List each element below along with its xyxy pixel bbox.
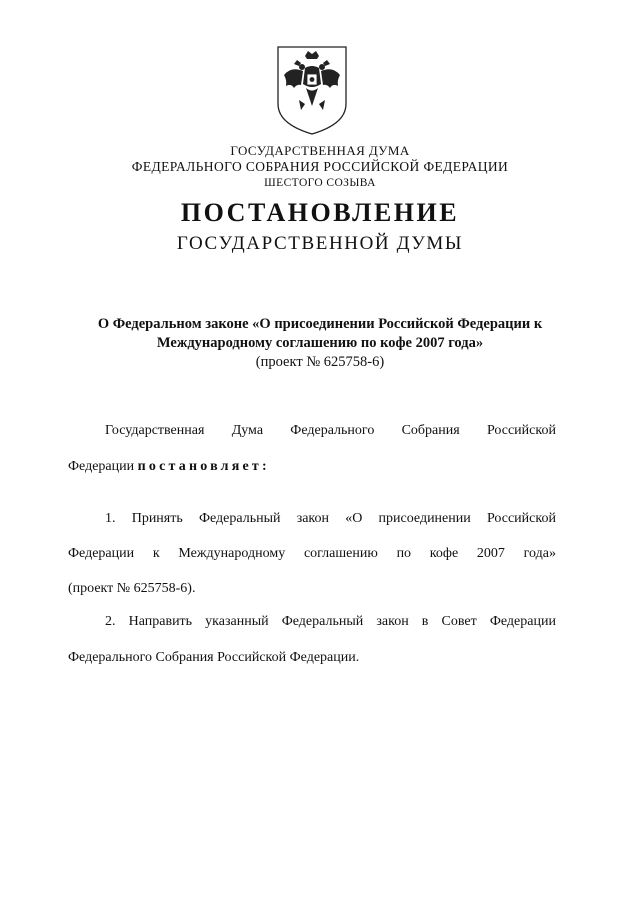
intro-word: Собрания [401,423,460,438]
item-1-word: к [152,546,160,561]
item-2-word: Федеральный [281,614,364,629]
item-1-word: Федерации [68,546,135,561]
intro-word: Государственная [105,423,205,438]
item-1-word: по [396,546,412,561]
item-1-word: Международному [178,546,286,561]
decree-verb: постановляет: [137,459,270,474]
item-1-word: соглашению [303,546,378,561]
item-1-line-1 [105,510,556,528]
item-2-word: Федерации [489,614,556,629]
item-2-word: Направить [128,614,193,629]
item-1-word: 1. [105,511,116,526]
intro-word: Федерального [290,423,375,438]
item-1-line-2 [68,545,556,563]
intro-line-2 [68,458,556,476]
project-number: (проект № 625758-6) [255,354,385,370]
item-2-word: Совет [441,614,477,629]
item-2-line-2: Федерального Собрания Российской Федерации. [68,650,360,665]
item-2-word: 2. [105,614,116,629]
intro-line-2-prefix: Федерации [68,459,135,474]
item-1-word: 2007 [476,546,505,561]
subject-line-2: Международному соглашению по кофе 2007 года» [156,335,484,351]
subject-line-1: О Федеральном законе «О присоединении Российской Федерации к [97,316,543,332]
item-1-word: закон [296,511,330,526]
intro-word: Дума [231,423,264,438]
org-name-line-2: ФЕДЕРАЛЬНОГО СОБРАНИЯ РОССИЙСКОЙ ФЕДЕРАЦИИ [131,159,509,174]
item-2-word: в [421,614,429,629]
item-1-word: Принять [131,511,183,526]
item-1-word: Федеральный [198,511,281,526]
document-subtitle: ГОСУДАРСТВЕННОЙ ДУМЫ [176,233,464,254]
item-2-word: закон [376,614,409,629]
item-1-word: кофе [429,546,459,561]
item-1-line-3: (проект № 625758-6). [68,581,196,596]
org-name-line-1: ГОСУДАРСТВЕННАЯ ДУМА [230,143,410,158]
item-2-line-1 [105,613,556,631]
item-1-word: Российской [486,511,556,526]
item-1-word: присоединении [378,511,471,526]
coat-of-arms-emblem [275,44,349,136]
document-title: ПОСТАНОВЛЕНИЕ [180,198,460,227]
item-2-word: указанный [205,614,269,629]
intro-word: Российской [486,423,556,438]
intro-line-1 [105,422,556,440]
item-1-word: «О [345,511,363,526]
convocation-line: ШЕСТОГО СОЗЫВА [264,177,376,189]
item-1-word: года» [523,546,556,561]
